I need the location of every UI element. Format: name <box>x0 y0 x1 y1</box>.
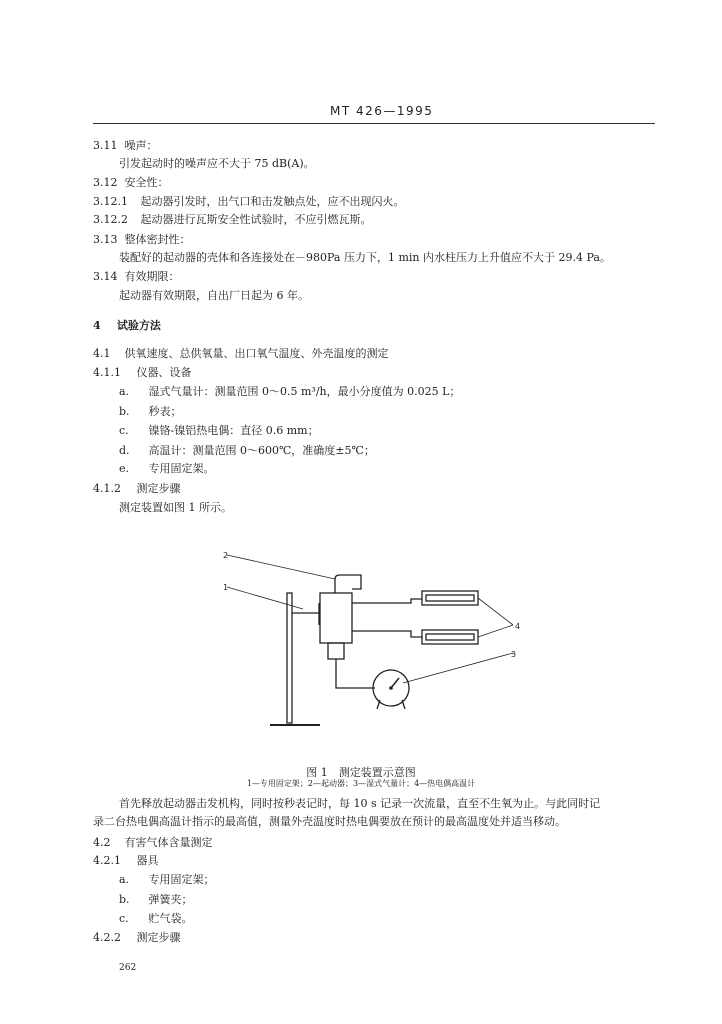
list-marker: b. <box>119 893 130 906</box>
section-4-1-1-heading <box>93 366 192 380</box>
section-text: 起动器引发时，出气口和击发触点处，应不出现闪火。 <box>140 195 405 208</box>
section-title: 测定步骤 <box>136 931 181 944</box>
section-number: 4 <box>93 319 101 332</box>
pyrometer-upper-scale <box>426 595 474 601</box>
section-title: 仪器、设备 <box>136 366 192 379</box>
section-number: 4.1.2 <box>93 482 121 495</box>
section-title: 有效期限： <box>124 270 180 283</box>
list-marker: d. <box>119 444 130 457</box>
section-number: 3.12.1 <box>93 195 128 208</box>
starter-body <box>320 593 352 643</box>
section-3-11-body: 引发起动时的噪声应不大于 75 dB(A)。 <box>119 157 315 170</box>
callout-4: 4 <box>515 622 521 631</box>
starter-lower-chamber <box>328 643 344 659</box>
list-marker: c. <box>119 424 129 437</box>
section-number: 4.1.1 <box>93 366 121 379</box>
list-text: 专用固定架。 <box>148 462 215 475</box>
section-title: 噪声： <box>124 139 158 152</box>
list-text: 专用固定架； <box>148 873 215 886</box>
section-title: 器具 <box>136 854 159 867</box>
list-text: 镍铬-镍铝热电偶：直径 0.6 mm； <box>148 424 319 437</box>
list-item <box>119 912 193 926</box>
pyrometer-lower <box>422 630 478 644</box>
gas-meter-tube <box>336 659 375 688</box>
section-4-heading <box>93 319 161 333</box>
section-3-11-heading <box>93 139 158 153</box>
list-item <box>119 893 193 907</box>
section-3-14-heading <box>93 270 180 284</box>
figure-1-caption: 图 1 测定装置示意图 <box>306 766 416 779</box>
section-3-12-2 <box>93 213 372 227</box>
list-item <box>119 424 319 438</box>
starter-outlet-cap <box>335 575 361 593</box>
list-text: 湿式气量计：测量范围 0～0.5 m³/h，最小分度值为 0.025 L； <box>148 385 461 398</box>
paragraph-line: 首先释放起动器击发机构，同时按秒表记时，每 10 s 记录一次流量，直至不生氧为止。与此同时记 <box>119 797 601 810</box>
leader-line-4-lower <box>478 625 513 637</box>
gas-meter-needle <box>391 678 399 688</box>
section-title: 整体密封性： <box>124 233 191 246</box>
section-number: 4.2.2 <box>93 931 121 944</box>
section-4-2-heading <box>93 836 213 850</box>
list-text: 秒表； <box>148 405 182 418</box>
section-title: 有害气体含量测定 <box>124 836 213 849</box>
list-marker: b. <box>119 405 130 418</box>
section-number: 4.2 <box>93 836 111 849</box>
leader-line-2 <box>227 555 335 579</box>
section-number: 4.1 <box>93 347 111 360</box>
fixture-stand-post <box>287 593 292 723</box>
figure-1-legend: 1—专用固定架；2—起动器；3—湿式气量计；4—热电偶高温计 <box>246 779 476 788</box>
paragraph-line: 录二台热电偶高温计指示的最高值，测量外壳温度时热电偶要放在预计的最高温度处并适当移动。 <box>93 815 566 828</box>
list-marker: a. <box>119 385 130 398</box>
section-number: 4.2.1 <box>93 854 121 867</box>
section-4-2-1-heading <box>93 854 159 868</box>
callout-2: 2 <box>223 551 229 560</box>
list-item <box>119 405 182 419</box>
section-4-1-heading <box>93 347 389 361</box>
section-3-13-body: 装配好的起动器的壳体和各连接处在－980Pa 压力下，1 min 内水柱压力上升值应不大于 29.4 Pa。 <box>119 251 611 264</box>
leader-line-3 <box>403 653 513 683</box>
callout-3: 3 <box>511 650 517 659</box>
list-marker: c. <box>119 912 129 925</box>
section-title: 测定步骤 <box>136 482 181 495</box>
section-title: 供氧速度、总供氧量、出口氧气温度、外壳温度的测定 <box>124 347 389 360</box>
list-item <box>119 462 215 476</box>
upper-tube <box>352 599 422 603</box>
section-3-12-1 <box>93 195 405 209</box>
section-4-1-2-body: 测定装置如图 1 所示。 <box>119 501 232 514</box>
section-3-12-heading <box>93 176 169 190</box>
section-title: 安全性： <box>124 176 169 189</box>
list-marker: a. <box>119 873 130 886</box>
section-title: 试验方法 <box>116 319 161 332</box>
section-number: 3.11 <box>93 139 118 152</box>
section-text: 起动器进行瓦斯安全性试验时，不应引燃瓦斯。 <box>140 213 372 226</box>
callout-1: 1 <box>223 583 229 592</box>
list-marker: e. <box>119 462 130 475</box>
list-item <box>119 385 460 399</box>
list-item <box>119 873 215 887</box>
list-item <box>119 444 375 458</box>
section-number: 3.12.2 <box>93 213 128 226</box>
page-number: 262 <box>119 963 137 973</box>
list-text: 贮气袋。 <box>148 912 193 925</box>
section-4-2-2-heading <box>93 931 181 945</box>
header-rule <box>93 123 655 124</box>
section-number: 3.14 <box>93 270 118 283</box>
section-number: 3.13 <box>93 233 118 246</box>
lower-tube <box>352 631 422 637</box>
leader-line-4-upper <box>478 598 513 625</box>
section-number: 3.12 <box>93 176 118 189</box>
pyrometer-lower-scale <box>426 634 474 640</box>
list-text: 高温计：测量范围 0～600℃，准确度±5℃； <box>148 444 375 457</box>
section-4-1-2-heading <box>93 482 181 496</box>
figure-1-apparatus-diagram <box>215 545 525 740</box>
gas-meter-hub <box>389 686 393 690</box>
pyrometer-upper <box>422 591 478 605</box>
list-text: 弹簧夹； <box>148 893 193 906</box>
section-3-13-heading <box>93 233 191 247</box>
header-standard-code: MT 426—1995 <box>330 104 434 118</box>
section-3-14-body: 起动器有效期限，自出厂日起为 6 年。 <box>119 289 309 302</box>
